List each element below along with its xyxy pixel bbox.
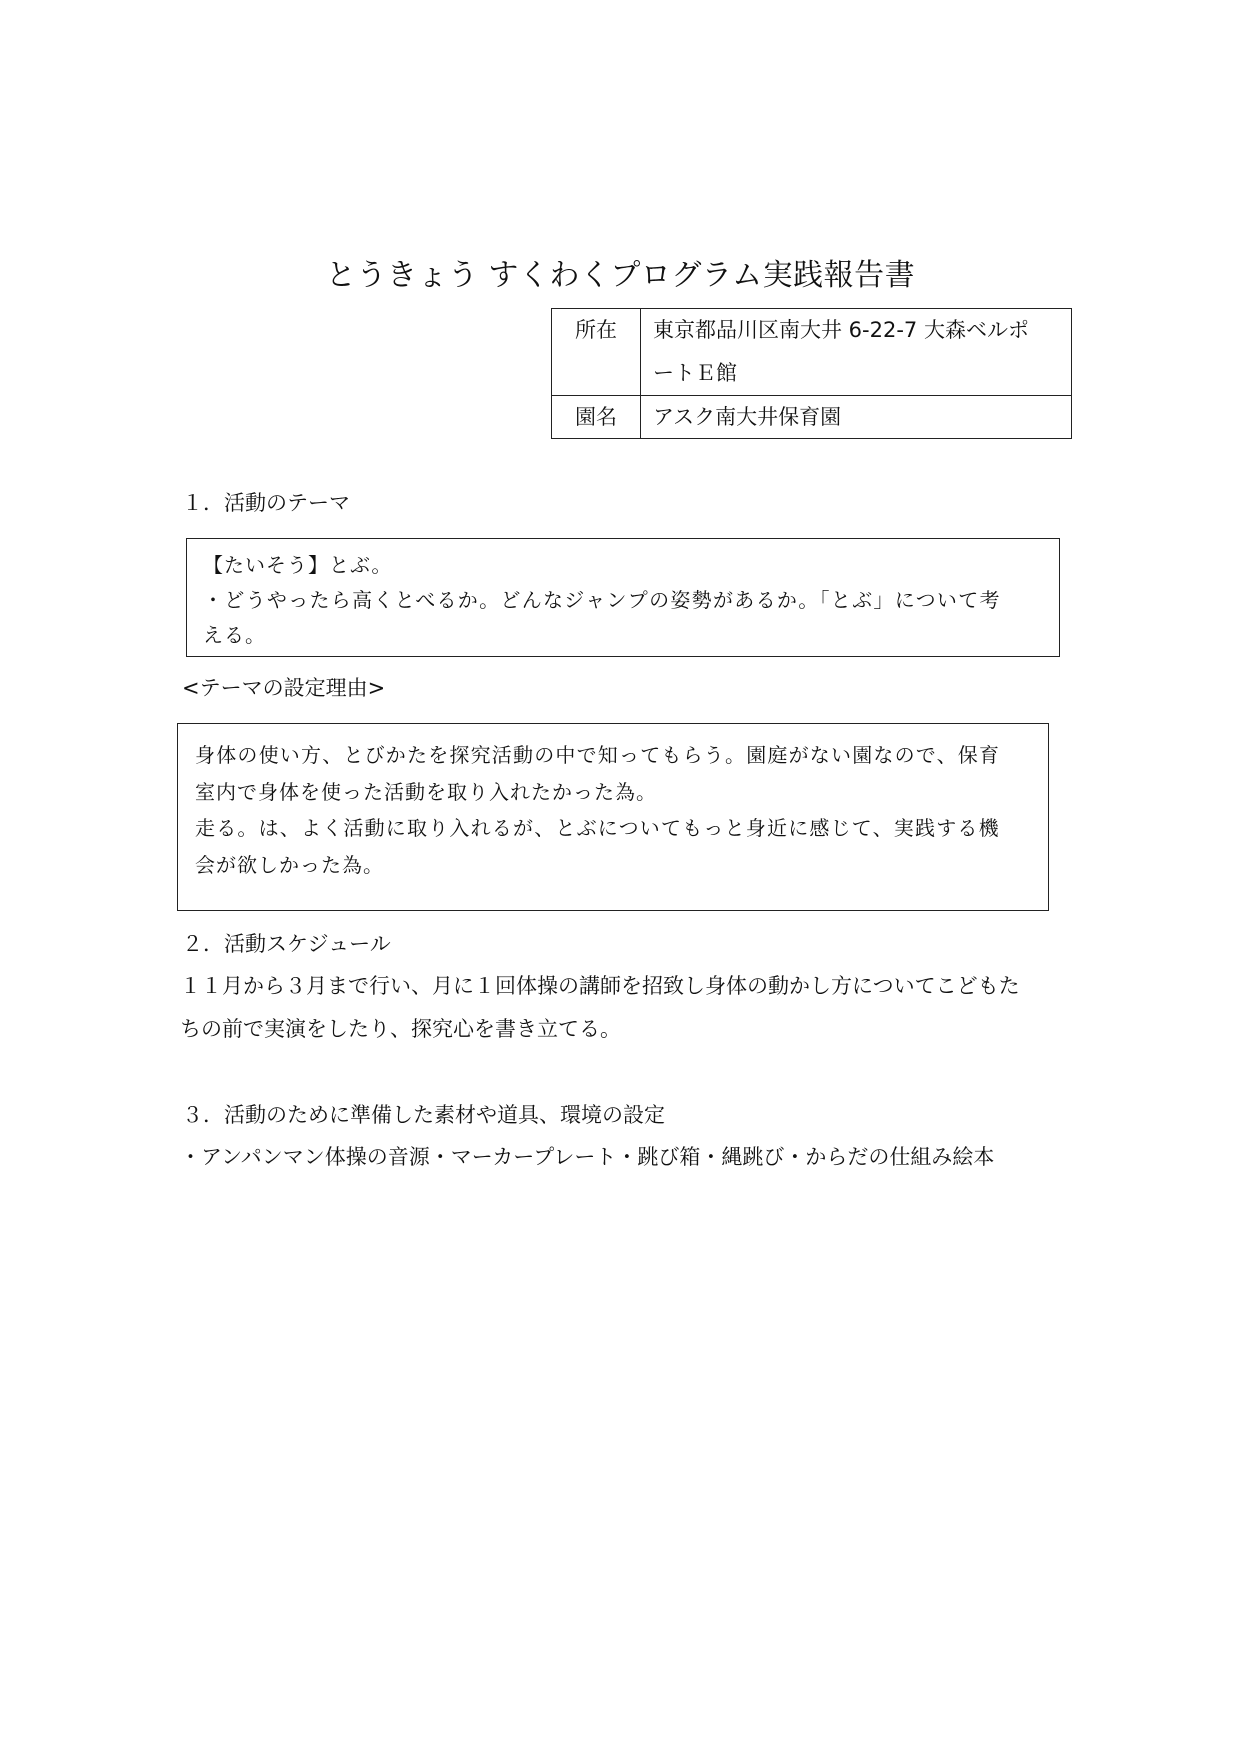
reason-line: 室内で身体を使った活動を取り入れたかった為。 (195, 779, 657, 804)
theme-line: ・どうやったら高くとべるか。どんなジャンプの姿勢があるか。「とぶ」について考 (203, 588, 1001, 612)
location-row (552, 309, 1072, 396)
page-title: とうきょう すくわくプログラム実践報告書 (325, 258, 916, 293)
theme-line: える。 (203, 623, 266, 647)
location-label: 所在 (552, 309, 641, 396)
materials-text: ・アンパンマン体操の音源・マーカープレート・跳び箱・縄跳び・からだの仕組み絵本 (180, 1145, 995, 1169)
theme-line: 【たいそう】とぶ。 (203, 553, 393, 577)
reason-line: 会が欲しかった為。 (195, 852, 384, 877)
section1-heading: １．活動のテーマ (182, 491, 350, 515)
facility-name-value: アスク南大井保育園 (641, 396, 1072, 439)
schedule-text (180, 965, 1080, 1051)
facility-info-table (551, 308, 1072, 439)
section2-heading: ２．活動スケジュール (182, 932, 391, 956)
location-value-line1: 東京都品川区南大井 6-22-7 大森ベルポ (653, 318, 1029, 342)
facility-name-row (552, 396, 1072, 439)
reason-box (177, 723, 1049, 911)
facility-name-label: 園名 (552, 396, 641, 439)
schedule-line: １１月から３月まで行い、月に１回体操の講師を招致し身体の動かし方についてこどもた (180, 974, 1020, 998)
reason-line: 身体の使い方、とびかたを探究活動の中で知ってもらう。園庭がない園なので、保育 (195, 743, 1001, 767)
reason-line: 走る。は、よく活動に取り入れるが、とぶについてもっと身近に感じて、実践する機 (195, 816, 1000, 840)
section3-heading: ３．活動のために準備した素材や道具、環境の設定 (182, 1103, 665, 1127)
location-value-line2: ートＥ館 (653, 361, 737, 385)
location-value (641, 309, 1072, 396)
schedule-line: ちの前で実演をしたり、探究心を書き立てる。 (180, 1017, 621, 1041)
reason-heading: <テーマの設定理由> (182, 676, 386, 700)
theme-box (186, 538, 1060, 657)
